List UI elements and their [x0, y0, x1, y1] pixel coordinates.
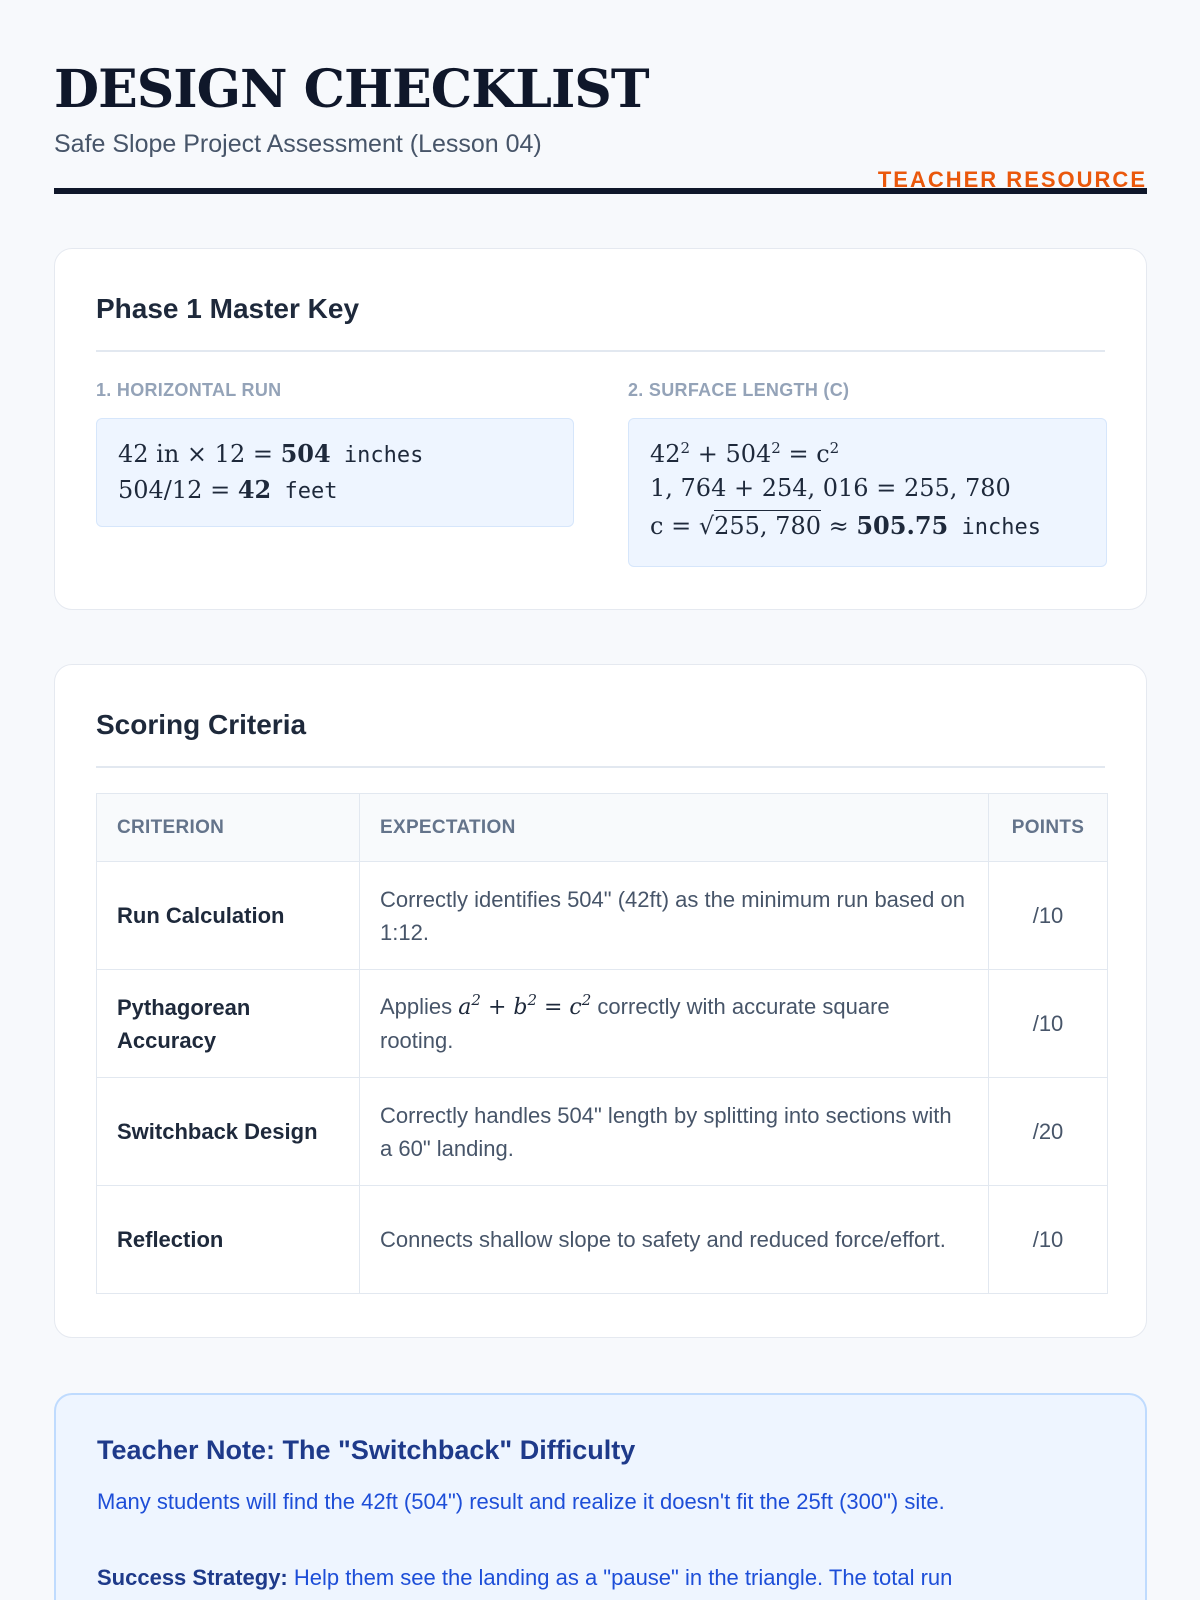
- scoring-title: Scoring Criteria: [96, 709, 307, 740]
- teacher-note-paragraph: Many students will find the 42ft (504") result and realize it doesn't fit the 25ft (300") site.: [97, 1489, 945, 1514]
- page-title: DESIGN CHECKLIST: [54, 59, 649, 120]
- criterion-cell: Pythagorean Accuracy: [97, 970, 360, 1078]
- expectation-cell: Connects shallow slope to safety and reduced force/effort.: [360, 1186, 989, 1294]
- page-header: [54, 54, 1147, 194]
- column-header-points: POINTS: [989, 794, 1108, 862]
- expectation-cell: Correctly handles 504" length by splitting into sections with a 60" landing.: [360, 1078, 989, 1186]
- teacher-note-title: Teacher Note: The "Switchback" Difficulty: [97, 1435, 636, 1465]
- surface-math-box: [628, 418, 1107, 567]
- table-row: [97, 1078, 1108, 1186]
- page-subtitle: Safe Slope Project Assessment (Lesson 04): [54, 130, 542, 158]
- divider: [96, 350, 1105, 352]
- run-line-2: 504/12 = 42 feet: [118, 475, 338, 504]
- audience-badge: TEACHER RESOURCE: [877, 167, 1147, 192]
- scoring-card: [54, 664, 1147, 1338]
- sqrt-sign: √: [698, 512, 715, 540]
- points-cell: /10: [989, 970, 1108, 1078]
- teacher-note: [54, 1393, 1147, 1600]
- success-strategy-label: Success Strategy:: [97, 1565, 288, 1590]
- points-cell: /10: [989, 862, 1108, 970]
- table-header-row: [97, 794, 1108, 862]
- table-row: [97, 1186, 1108, 1294]
- surface-line-3: c = √255, 780 ≈ 505.75 inches: [650, 511, 1041, 540]
- points-cell: /20: [989, 1078, 1108, 1186]
- points-cell: /10: [989, 1186, 1108, 1294]
- criterion-cell: Reflection: [97, 1186, 360, 1294]
- pythagorean-formula: $a^2 + b^2 = c^2$: [458, 991, 592, 1020]
- run-label: 1. HORIZONTAL RUN: [96, 380, 282, 400]
- criterion-cell: Switchback Design: [97, 1078, 360, 1186]
- column-header-expectation: EXPECTATION: [360, 794, 989, 862]
- run-line-1: 42 in × 12 = 504 inches: [118, 439, 424, 468]
- surface-label: 2. SURFACE LENGTH (C): [628, 380, 850, 400]
- run-math-box: [96, 418, 574, 527]
- expectation-cell: Correctly identifies 504" (42ft) as the minimum run based on 1:12.: [360, 862, 989, 970]
- divider: [96, 766, 1105, 768]
- column-header-criterion: CRITERION: [97, 794, 360, 862]
- success-strategy: Success Strategy: Help them see the landing as a "pause" in the triangle. The total run: [97, 1565, 953, 1590]
- expectation-cell: Applies $a^2 + b^2 = c^2$ correctly with accurate square rooting.: [360, 970, 989, 1078]
- surface-line-1: $42^2 + 504^2 = c^2$: [650, 439, 840, 468]
- surface-line-2: 1, 764 + 254, 016 = 255, 780: [650, 474, 1011, 502]
- table-row: [97, 970, 1108, 1078]
- table-row: [97, 862, 1108, 970]
- criterion-cell: Run Calculation: [97, 862, 360, 970]
- master-key-title: Phase 1 Master Key: [96, 293, 360, 324]
- scoring-table: [96, 793, 1108, 1294]
- master-key-card: [54, 248, 1147, 610]
